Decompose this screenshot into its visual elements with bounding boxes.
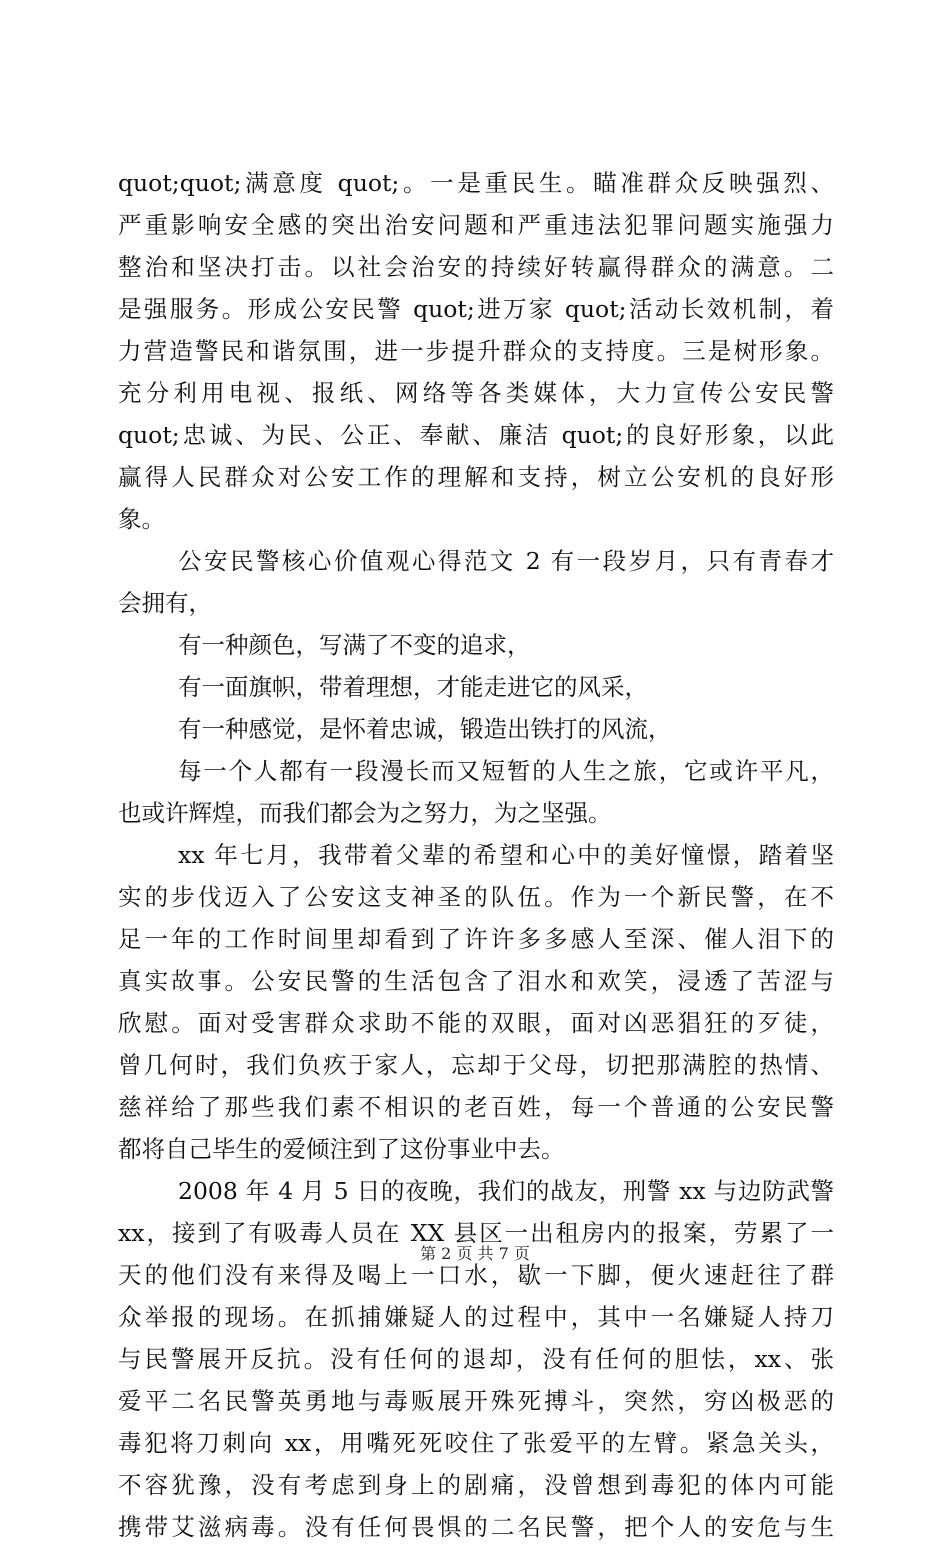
text-line: 力营造警民和谐氛围，进一步提升群众的支持度。三是树形象。 (118, 337, 834, 365)
text-line: 不容犹豫，没有考虑到身上的剧痛，没曾想到毒犯的体内可能 (118, 1471, 834, 1499)
text-line: 有一种感觉，是怀着忠诚，锻造出铁打的风流， (178, 715, 672, 743)
text-line: 众举报的现场。在抓捕嫌疑人的过程中，其中一名嫌疑人持刀 (118, 1303, 834, 1331)
text-line: 携带艾滋病毒。没有任何畏惧的二名民警，把个人的安危与生 (118, 1513, 834, 1541)
text-line: 也或许辉煌，而我们都会为之努力，为之坚强。 (118, 799, 612, 827)
text-line: quot;忠诚、为民、公正、奉献、廉洁 quot;的良好形象，以此 (118, 421, 834, 449)
text-line: 爱平二名民警英勇地与毒贩展开殊死搏斗，突然，穷凶极恶的 (118, 1387, 834, 1415)
text-line: 每一个人都有一段漫长而又短暂的人生之旅，它或许平凡， (178, 757, 834, 785)
text-line: xx，接到了有吸毒人员在 XX 县区一出租房内的报案，劳累了一 (118, 1219, 834, 1247)
text-line: 整治和坚决打击。以社会治安的持续好转赢得群众的满意。二 (118, 253, 834, 281)
document-body (118, 162, 834, 1548)
text-line: quot;quot;满意度 quot;。一是重民生。瞄准群众反映强烈、 (118, 169, 834, 197)
text-line: 有一面旗帜，带着理想，才能走进它的风采， (178, 673, 648, 701)
text-line: 赢得人民群众对公安工作的理解和支持，树立公安机的良好形 (118, 463, 834, 491)
text-line: 欣慰。面对受害群众求助不能的双眼，面对凶恶猖狂的歹徒， (118, 1009, 834, 1037)
text-line: 是强服务。形成公安民警 quot;进万家 quot;活动长效机制，着 (118, 295, 834, 323)
text-line: 与民警展开反抗。没有任何的退却，没有任何的胆怯，xx、张 (118, 1345, 834, 1373)
text-line: xx 年七月，我带着父辈的希望和心中的美好憧憬，踏着坚 (178, 841, 834, 869)
text-line: 2008 年 4 月 5 日的夜晚，我们的战友，刑警 xx 与边防武警 (178, 1177, 834, 1205)
text-line: 都将自己毕生的爱倾注到了这份事业中去。 (118, 1135, 565, 1163)
text-line: 慈祥给了那些我们素不相识的老百姓，每一个普通的公安民警 (118, 1093, 834, 1121)
text-line: 足一年的工作时间里却看到了许许多多感人至深、催人泪下的 (118, 925, 834, 953)
page-footer: 第 2 页 共 7 页 (420, 1244, 530, 1263)
text-line: 会拥有， (118, 589, 212, 617)
text-line: 有一种颜色，写满了不变的追求， (178, 631, 531, 659)
text-line: 充分利用电视、报纸、网络等各类媒体，大力宣传公安民警 (118, 379, 834, 407)
text-line: 曾几何时，我们负疚于家人，忘却于父母，切把那满腔的热情、 (118, 1051, 834, 1079)
text-line: 实的步伐迈入了公安这支神圣的队伍。作为一个新民警，在不 (118, 883, 834, 911)
text-line: 真实故事。公安民警的生活包含了泪水和欢笑，浸透了苦涩与 (118, 967, 834, 995)
text-line: 公安民警核心价值观心得范文 2 有一段岁月，只有青春才 (178, 547, 834, 575)
text-line: 象。 (118, 505, 165, 533)
text-line: 天的他们没有来得及喝上一口水，歇一下脚，便火速赶往了群 (118, 1261, 834, 1289)
text-line: 毒犯将刀刺向 xx，用嘴死死咬住了张爱平的左臂。紧急关头， (118, 1429, 834, 1457)
text-line: 严重影响安全感的突出治安问题和严重违法犯罪问题实施强力 (118, 211, 834, 239)
